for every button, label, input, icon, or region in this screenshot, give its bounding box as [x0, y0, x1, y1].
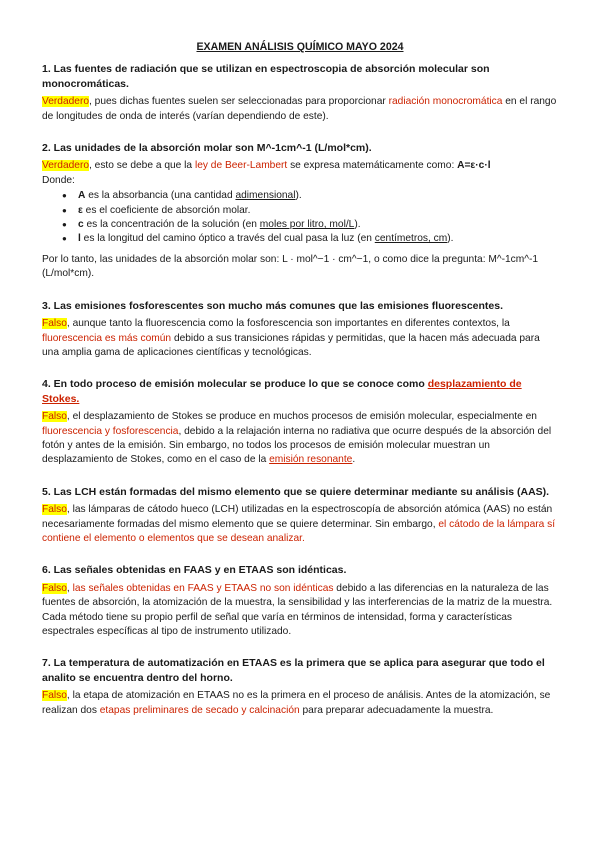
verdict-badge: Verdadero — [42, 160, 90, 172]
question-7-section — [42, 656, 558, 718]
stokes-term: desplazamiento de Stokes. — [42, 378, 522, 405]
answer-2-conclusion: Por lo tanto, las unidades de la absorción molar son: L · mol^−1 · cm^−1, o como dice la pregunta: M^-1cm^-1 (L/mol*cm). — [42, 253, 539, 280]
highlight-phrase: radiación monocromática — [388, 96, 503, 108]
question-1-text: 1. Las fuentes de radiación que se utilizan en espectroscopia de absorción molecular son monocromáticas. — [42, 63, 490, 90]
verdict-badge: Falso — [42, 411, 67, 423]
verdict-badge: Falso — [42, 318, 67, 330]
answer-3-text: Falso, aunque tanto la fluorescencia como la fosforescencia son importantes en diferentes contextos, la fluorescencia es más común debido a sus transiciones rápidas y permitidas, que la hacen más adecuada para una amplia gama de aplicaciones científicas y tecnológicas. — [42, 318, 540, 358]
question-1-section — [42, 62, 558, 124]
question-5-text: 5. Las LCH están formadas del mismo elemento que se quiere determinar mediante su análisis (AAS). — [42, 485, 550, 498]
question-7-text: 7. La temperatura de automatización en ETAAS es la primera que se aplica para asegurar que todo el analito se encuentra dentro del horno. — [42, 657, 545, 684]
question-4-section — [42, 377, 558, 467]
document-title: EXAMEN ANÁLISIS QUÍMICO MAYO 2024 — [196, 41, 404, 53]
question-3-section — [42, 299, 558, 361]
highlight-phrase: el cátodo de la lámpara sí contiene el elemento o elementos que se desean analizar. — [42, 518, 556, 544]
verdict-badge: Verdadero — [42, 96, 90, 108]
question-5-section — [42, 485, 558, 547]
list-item: ● c es la concentración de la solución (en moles por litro, mol/L). — [62, 218, 558, 232]
highlight-phrase: fluorescencia es más común — [42, 332, 172, 344]
question-6-text: 6. Las señales obtenidas en FAAS y en ETAAS son idénticas. — [42, 564, 347, 577]
answer-1-text: Verdadero, pues dichas fuentes suelen ser seleccionadas para proporcionar radiación monocromática en el rango de longitudes de onda de interés (varían dependiendo de este). — [42, 96, 557, 122]
highlight-phrase: etapas preliminares de secado y calcinación — [99, 704, 300, 716]
list-item: ● l es la longitud del camino óptico a través del cual pasa la luz (en centímetros, cm). — [62, 232, 558, 246]
list-item: ● A es la absorbancia (una cantidad adimensional). — [62, 189, 558, 203]
highlight-phrase: emisión resonante — [269, 454, 353, 466]
answer-2-text: Verdadero, esto se debe a que la ley de Beer-Lambert se expresa matemáticamente como: A=ε·c·l — [42, 160, 491, 172]
answer-5-text: Falso, las lámparas de cátodo hueco (LCH) utilizadas en la espectroscopía de absorción atómica (AAS) no están necesariamente formadas del mismo elemento que se quiere determinar. Sin embargo, el cátodo de la lámpara sí contiene el elemento o elementos que se desean analizar. — [42, 504, 556, 544]
list-item: ● ε es el coeficiente de absorción molar. — [62, 204, 558, 218]
verdict-badge: Falso — [42, 504, 67, 516]
question-2-text: 2. Las unidades de la absorción molar son M^-1cm^-1 (L/mol*cm). — [42, 142, 372, 155]
answer-7-text: Falso, la etapa de atomización en ETAAS no es la primera en el proceso de análisis. Antes de la atomización, se realizan dos etapas preliminares de secado y calcinación para preparar adecuadamente la muestra. — [42, 690, 551, 716]
variable-list — [42, 189, 558, 247]
verdict-badge: Falso — [42, 690, 67, 702]
document-page — [42, 40, 558, 735]
question-6-section — [42, 563, 558, 639]
question-4-text: 4. En todo proceso de emisión molecular se produce lo que se conoce como desplazamiento de Stokes. — [42, 378, 522, 405]
answer-4-text: Falso, el desplazamiento de Stokes se produce en muchos procesos de emisión molecular, especialmente en fluorescencia y fosforescencia, debido a la relajación interna no radiativa que ocurre después de la absorción del fotón y antes de la emisión. Sin embargo, no todos los procesos de emisión molecular muestran un desplazamiento de Stokes, como en el caso de la emisión resonante. — [42, 411, 552, 466]
question-2-section — [42, 141, 558, 282]
answer-6-text: Falso, las señales obtenidas en FAAS y ETAAS no son idénticas debido a las diferencias en la naturaleza de las fuentes de absorción, la atomización de la muestra, la sensibilidad y las interferencias de la matriz de la muestra. Cada método tiene su propio perfil de señal que varía en términos de intensidad, forma y características espectrales específicas al tipo de instrumento utilizado. — [42, 582, 553, 637]
verdict-badge: Falso — [42, 582, 67, 594]
highlight-phrase: ley de Beer-Lambert — [194, 160, 288, 172]
highlight-phrase: fluorescencia y fosforescencia — [42, 425, 179, 437]
donde-label: Donde: — [42, 174, 75, 186]
beer-lambert-formula: A=ε·c·l — [457, 160, 491, 172]
question-3-text: 3. Las emisiones fosforescentes son mucho más comunes que las emisiones fluorescentes. — [42, 299, 504, 312]
highlight-phrase: las señales obtenidas en FAAS y ETAAS no son idénticas — [72, 582, 334, 594]
